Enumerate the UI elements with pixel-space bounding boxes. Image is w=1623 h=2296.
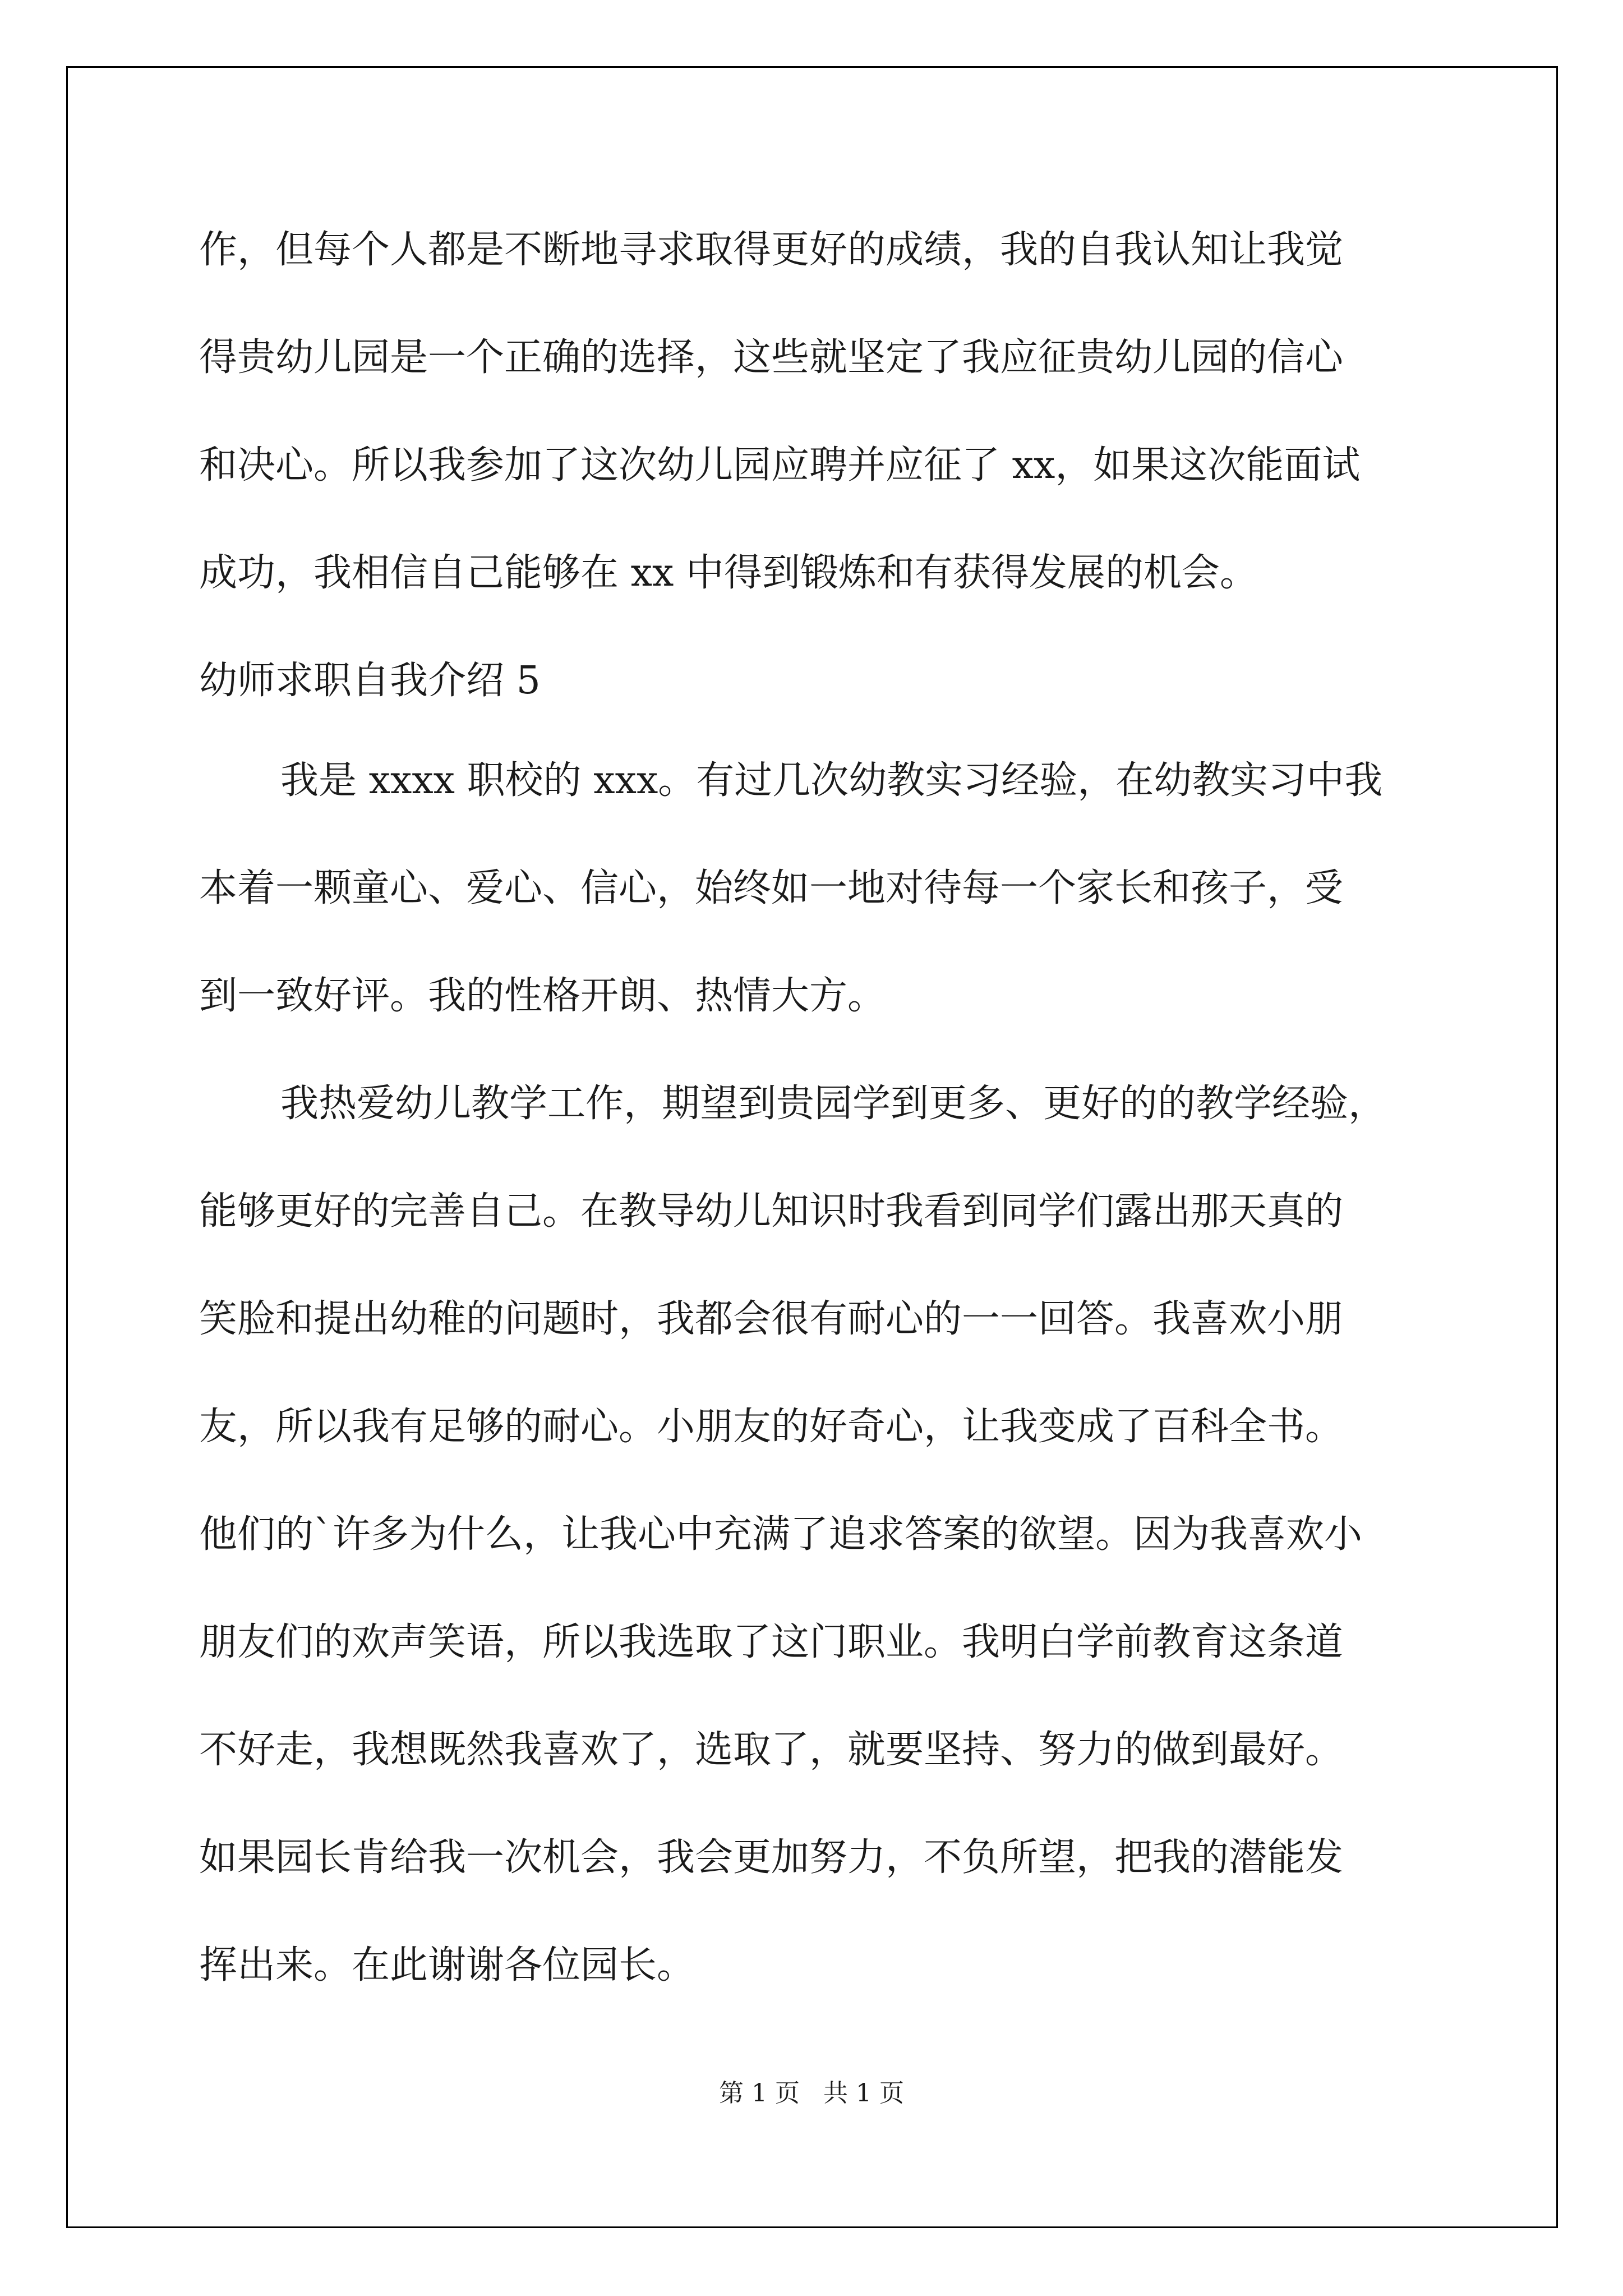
text-line: 能够更好的完善自己。在教导幼儿知识时我看到同学们露出那天真的 [199, 1189, 1344, 1234]
text-line: 不好走，我想既然我喜欢了，选取了，就要坚持、努力的做到最好。 [199, 1728, 1344, 1772]
text-line: 友，所以我有足够的耐心。小朋友的好奇心，让我变成了百科全书。 [199, 1405, 1344, 1449]
page-footer: 第 1 页 共 1 页 [719, 2079, 904, 2108]
text-line: 朋友们的欢声笑语，所以我选取了这门职业。我明白学前教育这条道 [199, 1620, 1344, 1664]
text-line: 我是 xxxx 职校的 xxx。有过几次幼教实习经验，在幼教实习中我 [280, 758, 1383, 803]
text-line: 本着一颗童心、爱心、信心，始终如一地对待每一个家长和孩子，受 [199, 866, 1344, 910]
text-line: 作，但每个人都是不断地寻求取得更好的成绩，我的自我认知让我觉 [199, 228, 1344, 272]
text-line: 笑脸和提出幼稚的问题时，我都会很有耐心的一一回答。我喜欢小朋 [199, 1297, 1344, 1341]
text-line: 如果园长肯给我一次机会，我会更加努力，不负所望，把我的潜能发 [199, 1835, 1344, 1880]
document-body [199, 218, 1427, 2041]
text-line: 我热爱幼儿教学工作，期望到贵园学到更多、更好的的教学经验， [280, 1082, 1387, 1126]
text-line: 他们的`许多为什么，让我心中充满了追求答案的欲望。因为我喜欢小 [199, 1512, 1363, 1557]
text-line: 到一致好评。我的性格开朗、热情大方。 [199, 974, 886, 1018]
text-line: 得贵幼儿园是一个正确的选择，这些就坚定了我应征贵幼儿园的信心 [199, 335, 1344, 380]
text-line: 成功，我相信自己能够在 xx 中得到锻炼和有获得发展的机会。 [199, 551, 1258, 595]
section-heading: 幼师求职自我介绍 5 [199, 659, 541, 703]
text-line: 和决心。所以我参加了这次幼儿园应聘并应征了 xx，如果这次能面试 [199, 443, 1361, 487]
text-line: 挥出来。在此谢谢各位园长。 [199, 1943, 695, 1987]
